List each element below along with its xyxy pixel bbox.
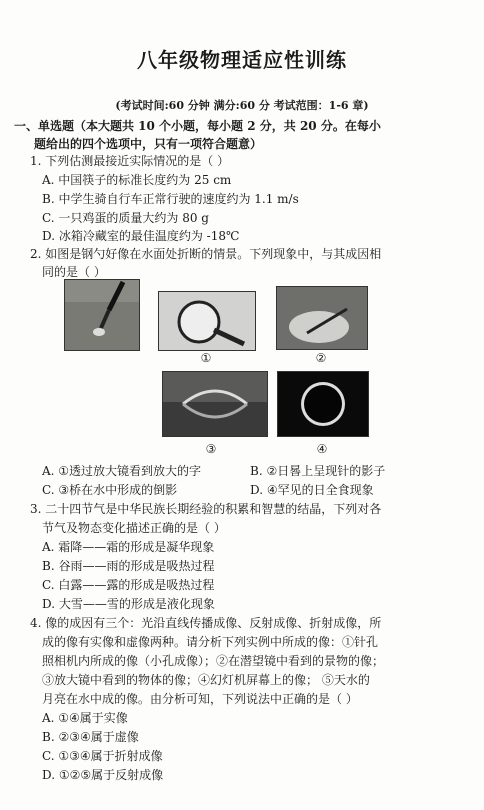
section-header-line-1: 一、单选题（本大题共 10 个小题，每小题 2 分，共 20 分。在每小 — [14, 119, 381, 133]
q2-option-b: B. ②日晷上呈现针的影子 — [250, 464, 386, 478]
q2-option-c: C. ③桥在水中形成的倒影 — [42, 483, 178, 497]
q4-stem-line-5: 月亮在水中成的像。由分析可知，下列说法中正确的是（ ） — [42, 692, 358, 706]
bridge-reflection-photo — [162, 371, 268, 437]
q3-option-a: A. 霜降——霜的形成是凝华现象 — [42, 540, 215, 554]
q4-stem-line-2: 成的像有实像和虚像两种。请分析下列实例中所成的像：①针孔 — [42, 635, 379, 649]
magnifier-photo — [158, 291, 256, 351]
q1-stem: 1. 下列估测最接近实际情况的是（ ） — [30, 154, 230, 168]
q4-option-d: D. ①②⑤属于反射成像 — [42, 768, 164, 782]
image-label-3: ③ — [205, 442, 217, 456]
q2-option-d: D. ④罕见的日全食现象 — [250, 483, 374, 497]
q3-option-c: C. 白露——露的形成是吸热过程 — [42, 578, 215, 592]
image-label-1: ① — [200, 351, 212, 365]
section-header-line-2: 题给出的四个选项中，只有一项符合题意） — [34, 137, 263, 151]
q1-option-c: C. 一只鸡蛋的质量大约为 80 g — [42, 211, 209, 225]
q3-stem-line-1: 3. 二十四节气是中华民族长期经验的积累和智慧的结晶，下列对各 — [30, 502, 382, 516]
spoon-in-water-photo — [64, 279, 140, 351]
q3-option-b: B. 谷雨——雨的形成是吸热过程 — [42, 559, 215, 573]
q4-option-b: B. ②③④属于虚像 — [42, 730, 139, 744]
q4-option-c: C. ①③④属于折射成像 — [42, 749, 163, 763]
q1-option-b: B. 中学生骑自行车正常行驶的速度约为 1.1 m/s — [42, 192, 299, 206]
q4-stem-line-1: 4. 像的成因有三个：光沿直线传播成像、反射成像、折射成像，所 — [30, 616, 382, 630]
q2-stem-line-2: 同的是（ ） — [42, 265, 106, 279]
page-title: 八年级物理适应性训练 — [137, 48, 347, 72]
q1-option-a: A. 中国筷子的标准长度约为 25 cm — [42, 173, 232, 187]
q4-option-a: A. ①④属于实像 — [42, 711, 128, 725]
sundial-photo — [276, 286, 368, 350]
exam-info: (考试时间:60 分钟 满分:60 分 考试范围：1-6 章) — [115, 99, 369, 112]
image-label-4: ④ — [316, 442, 328, 456]
q1-option-d: D. 冰箱冷藏室的最佳温度约为 -18℃ — [42, 229, 240, 243]
solar-eclipse-photo — [277, 371, 369, 437]
q3-option-d: D. 大雪——雪的形成是液化现象 — [42, 597, 215, 611]
q4-stem-line-3: 照相机内所成的像（小孔成像）；②在潜望镜中看到的景物的像； — [42, 654, 385, 668]
image-label-2: ② — [315, 351, 327, 365]
q4-stem-line-4: ③放大镜中看到的物体的像；④幻灯机屏幕上的像； ⑤天水的 — [42, 673, 370, 687]
q2-option-a: A. ①透过放大镜看到放大的字 — [42, 464, 202, 478]
q2-stem-line-1: 2. 如图是钢勺好像在水面处折断的情景。下列现象中，与其成因相 — [30, 247, 382, 261]
q3-stem-line-2: 节气及物态变化描述正确的是（ ） — [42, 521, 226, 535]
